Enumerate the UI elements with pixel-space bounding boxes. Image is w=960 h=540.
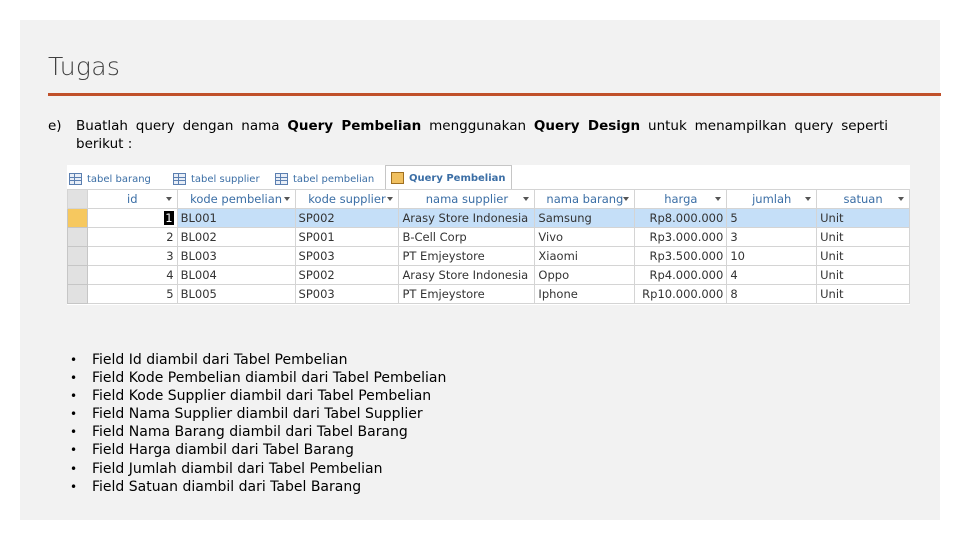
cell-value: 1 — [165, 211, 173, 225]
column-header[interactable] — [295, 190, 399, 209]
column-header-label: nama supplier — [425, 192, 509, 206]
cell[interactable]: Rp3.500.000 — [635, 247, 727, 266]
tab-label: Query Pembelian — [409, 172, 506, 184]
table-icon — [173, 173, 186, 185]
task-text-part: Buatlah query dengan nama — [76, 118, 288, 134]
cell[interactable]: BL001 — [177, 209, 295, 228]
list-item: • Field Harga diambil dari Tabel Barang — [70, 441, 446, 459]
column-header-label: nama barang — [546, 192, 624, 206]
chevron-down-icon[interactable] — [523, 197, 529, 201]
table-row[interactable] — [68, 228, 910, 247]
cell[interactable]: Arasy Store Indonesia — [399, 209, 535, 228]
column-header[interactable] — [87, 190, 177, 209]
cell[interactable] — [87, 209, 177, 228]
list-item: • Field Kode Supplier diambil dari Tabel Pembelian — [70, 387, 446, 405]
cell[interactable]: SP003 — [295, 247, 399, 266]
table-icon — [275, 173, 288, 185]
chevron-down-icon[interactable] — [623, 197, 629, 201]
list-item: • Field Id diambil dari Tabel Pembelian — [70, 351, 446, 369]
cell[interactable]: SP001 — [295, 228, 399, 247]
task-paragraph — [48, 117, 888, 153]
cell[interactable]: Rp3.000.000 — [635, 228, 727, 247]
task-text — [76, 117, 888, 153]
tab-tabel-pembelian[interactable] — [275, 169, 381, 189]
cell[interactable]: Samsung — [535, 209, 635, 228]
column-header[interactable] — [399, 190, 535, 209]
access-datasheet — [67, 165, 910, 305]
cell[interactable]: SP003 — [295, 285, 399, 304]
chevron-down-icon[interactable] — [166, 197, 172, 201]
cell[interactable]: Vivo — [535, 228, 635, 247]
column-header-label: kode supplier — [308, 192, 386, 206]
task-text-bold: Query Design — [533, 118, 641, 134]
column-header[interactable] — [817, 190, 910, 209]
cell[interactable]: 2 — [87, 228, 177, 247]
chevron-down-icon[interactable] — [898, 197, 904, 201]
cell[interactable]: Unit — [817, 247, 910, 266]
column-header[interactable] — [727, 190, 817, 209]
cell[interactable]: 5 — [727, 209, 817, 228]
cell[interactable]: Unit — [817, 228, 910, 247]
row-selector[interactable] — [68, 228, 88, 247]
cell[interactable]: SP002 — [295, 209, 399, 228]
chevron-down-icon[interactable] — [805, 197, 811, 201]
cell[interactable]: Oppo — [535, 266, 635, 285]
list-item: • Field Kode Pembelian diambil dari Tabel Pembelian — [70, 369, 446, 387]
cell[interactable]: Unit — [817, 209, 910, 228]
cell[interactable]: BL002 — [177, 228, 295, 247]
task-text-part: untuk menampilkan query seperti berikut : — [76, 118, 889, 152]
cell[interactable]: Iphone — [535, 285, 635, 304]
list-item: • Field Satuan diambil dari Tabel Barang — [70, 478, 446, 496]
slide — [20, 20, 940, 520]
table-row[interactable] — [68, 209, 910, 228]
cell[interactable]: BL003 — [177, 247, 295, 266]
cell[interactable]: Unit — [817, 266, 910, 285]
cell[interactable]: 5 — [87, 285, 177, 304]
task-text-part: menggunakan — [421, 118, 534, 134]
list-item: • Field Nama Supplier diambil dari Tabel Supplier — [70, 405, 446, 423]
cell[interactable]: Rp4.000.000 — [635, 266, 727, 285]
tab-label: tabel pembelian — [293, 173, 375, 185]
title-divider — [48, 93, 941, 96]
cell[interactable]: 4 — [87, 266, 177, 285]
cell[interactable]: Unit — [817, 285, 910, 304]
cell[interactable]: 8 — [727, 285, 817, 304]
tab-query-pembelian[interactable] — [385, 165, 512, 191]
cell[interactable]: 3 — [727, 228, 817, 247]
list-item: • Field Jumlah diambil dari Tabel Pembelian — [70, 460, 446, 478]
cell[interactable]: Xiaomi — [535, 247, 635, 266]
field-list — [70, 351, 446, 496]
cell[interactable]: B-Cell Corp — [399, 228, 535, 247]
chevron-down-icon[interactable] — [387, 197, 393, 201]
slide-title: Tugas — [48, 52, 121, 81]
cell[interactable]: Arasy Store Indonesia — [399, 266, 535, 285]
row-selector[interactable] — [68, 266, 88, 285]
cell[interactable]: 4 — [727, 266, 817, 285]
table-row[interactable] — [68, 266, 910, 285]
chevron-down-icon[interactable] — [715, 197, 721, 201]
table-row[interactable] — [68, 247, 910, 266]
tab-label: tabel barang — [87, 173, 151, 185]
tab-tabel-supplier[interactable] — [173, 169, 271, 189]
column-header-label: harga — [664, 192, 698, 206]
table-row[interactable] — [68, 285, 910, 304]
row-selector[interactable] — [68, 209, 88, 228]
column-header[interactable] — [177, 190, 295, 209]
task-text-bold: Query Pembelian — [287, 118, 422, 134]
cell[interactable]: PT Emjeystore — [399, 285, 535, 304]
tab-tabel-barang[interactable] — [69, 169, 169, 189]
query-icon — [391, 172, 404, 184]
query-datasheet — [67, 189, 910, 304]
cell[interactable]: Rp8.000.000 — [635, 209, 727, 228]
select-all-cell[interactable] — [68, 190, 88, 209]
cell[interactable]: BL004 — [177, 266, 295, 285]
cell[interactable]: 10 — [727, 247, 817, 266]
chevron-down-icon[interactable] — [284, 197, 290, 201]
column-header[interactable] — [535, 190, 635, 209]
cell[interactable]: Rp10.000.000 — [635, 285, 727, 304]
cell[interactable]: PT Emjeystore — [399, 247, 535, 266]
column-header-label: satuan — [843, 192, 883, 206]
list-item: • Field Nama Barang diambil dari Tabel Barang — [70, 423, 446, 441]
cell[interactable]: 3 — [87, 247, 177, 266]
column-header-label: jumlah — [752, 192, 792, 206]
cell[interactable]: SP002 — [295, 266, 399, 285]
column-header-label: kode pembelian — [190, 192, 283, 206]
table-icon — [69, 173, 82, 185]
column-header[interactable] — [635, 190, 727, 209]
object-tabs — [67, 165, 910, 190]
row-selector[interactable] — [68, 247, 88, 266]
row-selector[interactable] — [68, 285, 88, 304]
header-row — [68, 190, 910, 209]
column-header-label: id — [127, 192, 138, 206]
tab-label: tabel supplier — [191, 173, 260, 185]
cell[interactable]: BL005 — [177, 285, 295, 304]
task-label: e) — [48, 118, 62, 134]
